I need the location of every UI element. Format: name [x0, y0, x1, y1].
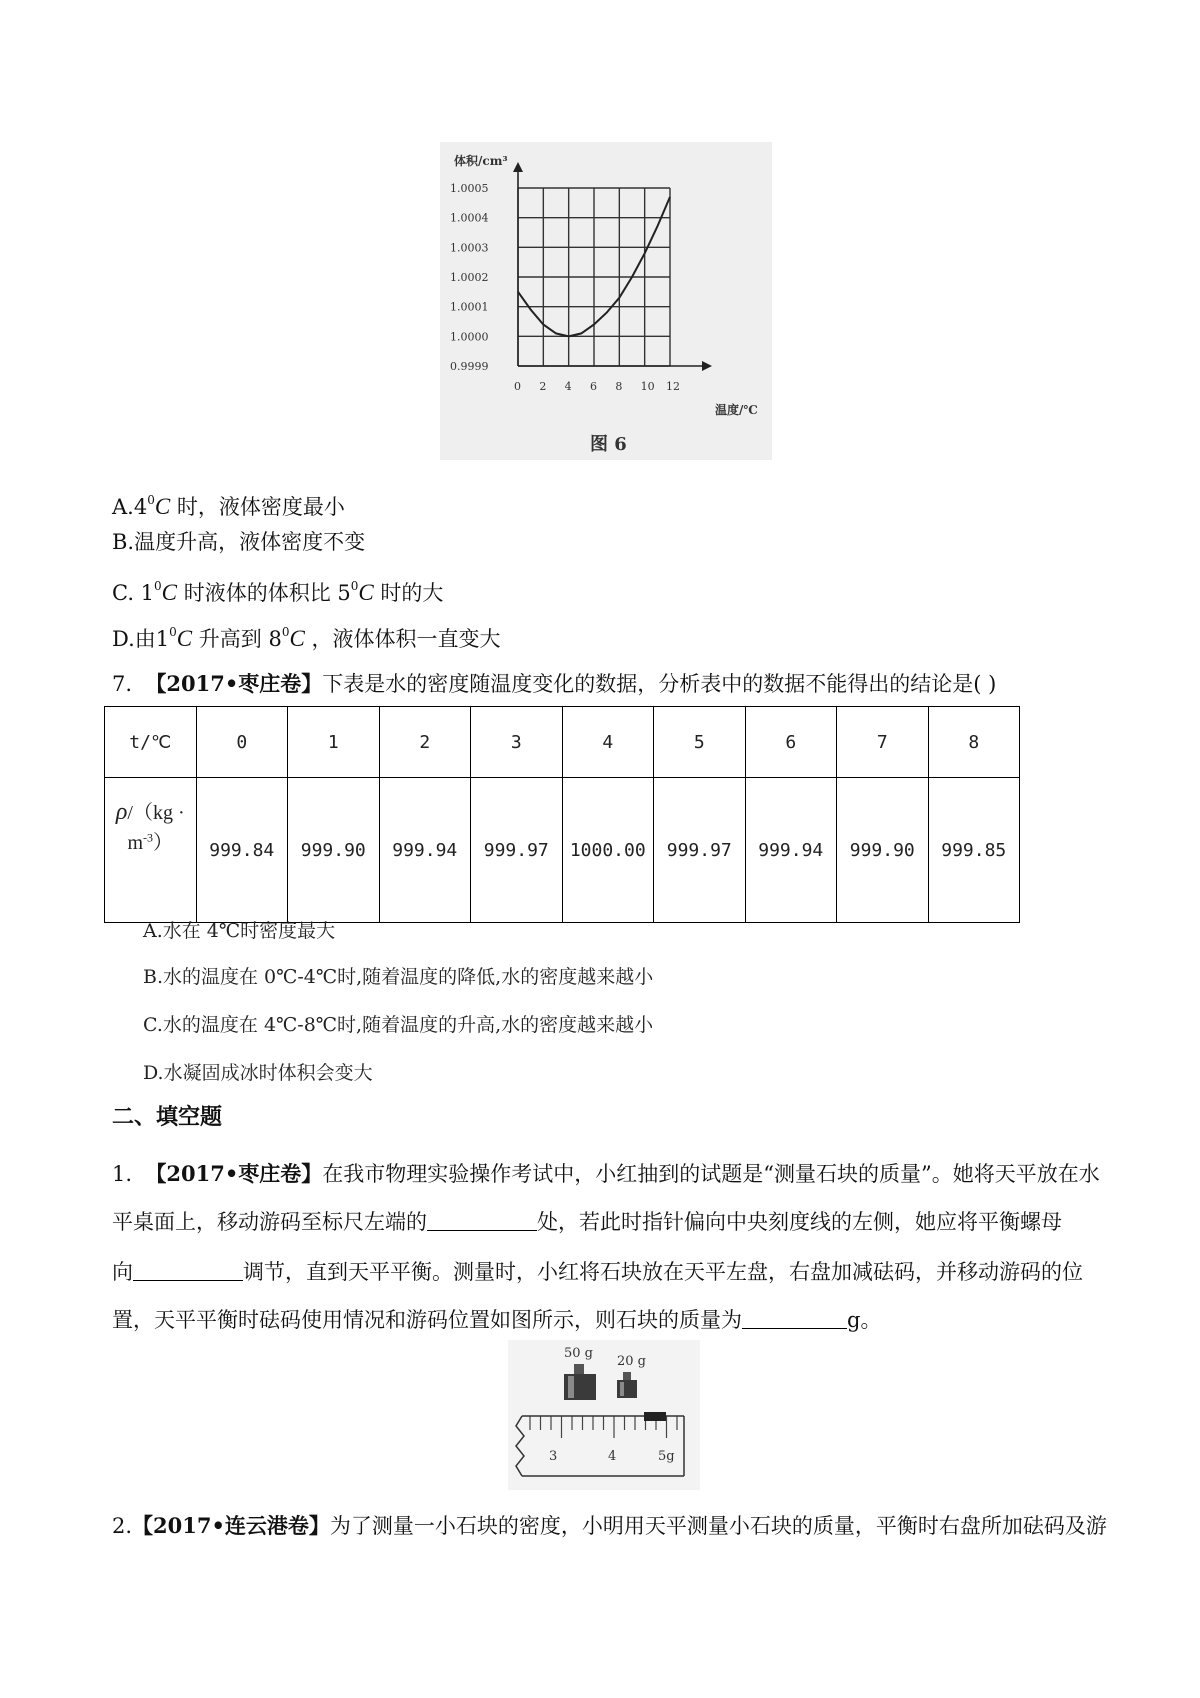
x-axis-arrow [702, 361, 712, 371]
balance-figure [508, 1340, 700, 1490]
q7-option-b: B.水的温度在 0℃-4℃时,随着温度的降低,水的密度越来越小 [143, 966, 654, 988]
table-cell: 999.90 [837, 778, 929, 923]
y-tick-label: 1.0004 [450, 211, 489, 225]
q6-option-a: $A.4^0C$ 时，液体密度最小 [112, 493, 345, 519]
table-cell: 6 [745, 707, 837, 778]
weight-50g-label: 50 g [564, 1346, 593, 1361]
fill2-line-1: 2.【2017•连云港卷】为了测量一小石块的密度，小明用天平测量小石块的质量，平衡时右盘所加砝码及游 [112, 1513, 1107, 1538]
x-tick-label: 2 [539, 380, 547, 393]
chart-xlabel: 温度/℃ [715, 403, 758, 417]
fill1-line-3: 向 调节，直到天平平衡。测量时，小红将石块放在天平左盘，右盘加减砝码，并移动游码的位 [112, 1260, 1083, 1284]
balance-weights-and-rider [508, 1340, 700, 1490]
scale-label-4: 4 [608, 1449, 617, 1464]
x-tick-label: 0 [514, 380, 521, 393]
density-table [104, 706, 1020, 923]
y-tick-label: 1.0000 [450, 330, 489, 344]
y-tick-label: 1.0001 [450, 300, 489, 314]
table-cell: 8 [928, 707, 1020, 778]
x-tick-label: 8 [615, 380, 623, 393]
table-cell: 3 [471, 707, 563, 778]
question-7-stem: 7. 【2017•枣庄卷】下表是水的密度随温度变化的数据，分析表中的数据不能得出的结论是( ) [112, 671, 997, 696]
q6-option-b: B.温度升高，液体密度不变 [112, 530, 366, 554]
table-cell: 999.97 [654, 778, 746, 923]
volume-temperature-chart [440, 142, 772, 460]
x-tick-label: 6 [590, 380, 597, 393]
x-tick-label: 12 [666, 380, 680, 393]
figure-caption: 图 6 [590, 434, 627, 455]
table-cell: 999.94 [379, 778, 471, 923]
weight-50g-handle [574, 1364, 584, 1374]
density-row [105, 778, 1020, 923]
table-cell: 2 [379, 707, 471, 778]
table-cell: 999.90 [288, 778, 380, 923]
table-cell: 7 [837, 707, 929, 778]
answer-blank-3[interactable] [742, 1308, 847, 1329]
table-cell: 4 [562, 707, 654, 778]
temperature-row [105, 707, 1020, 778]
table-cell: 1000.00 [562, 778, 654, 923]
q6-option-c: C. $1^0C$ 时液体的体积比 $5^0C$ 时的大 [112, 579, 444, 605]
scale-broken-edge [516, 1416, 524, 1476]
answer-blank-2[interactable] [133, 1260, 243, 1281]
fill1-line-4: 置，天平平衡时砝码使用情况和游码位置如图所示，则石块的质量为 g。 [112, 1308, 882, 1332]
table-cell: 999.94 [745, 778, 837, 923]
answer-blank-1[interactable] [427, 1210, 537, 1231]
scale-label-3: 3 [549, 1449, 558, 1464]
y-tick-label: 0.9999 [450, 360, 489, 373]
table-cell: 0 [196, 707, 288, 778]
y-tick-label: 1.0002 [450, 271, 489, 284]
question-source: 【2017•枣庄卷】 [145, 671, 323, 696]
q7-option-d: D.水凝固成冰时体积会变大 [143, 1062, 373, 1084]
q7-option-c: C.水的温度在 4℃-8℃时,随着温度的升高,水的密度越来越小 [143, 1014, 654, 1036]
table-cell: 5 [654, 707, 746, 778]
rider [644, 1412, 666, 1421]
chart-ylabel: 体积/cm³ [454, 154, 508, 168]
weight-20g-handle [623, 1372, 631, 1380]
fill1-line-1: 1. 【2017•枣庄卷】在我市物理实验操作考试中，小红抽到的试题是“测量石块的质量”。她将天平放在水 [112, 1161, 1100, 1186]
table-cell: 999.97 [471, 778, 563, 923]
table-cell: 999.85 [928, 778, 1020, 923]
x-tick-label: 10 [640, 380, 655, 393]
q6-option-d: D.由$1^0C$ 升高到 $8^0C$ ，液体体积一直变大 [112, 625, 501, 651]
table-cell: 999.84 [196, 778, 288, 923]
y-axis-arrow [513, 162, 523, 172]
y-tick-label: 1.0005 [450, 182, 489, 195]
y-tick-label: 1.0003 [450, 241, 489, 255]
density-header: $\rho/(kg \cdot m^{-3})$ [105, 778, 197, 923]
section-title: 二、填空题 [112, 1104, 223, 1130]
fill1-line-2: 平桌面上，移动游码至标尺左端的 处，若此时指针偏向中央刻度线的左侧，她应将平衡螺母 [112, 1210, 1062, 1234]
table-cell: 1 [288, 707, 380, 778]
figure-6 [440, 142, 772, 460]
x-tick-label: 4 [564, 380, 572, 393]
weight-20g-label: 20 g [617, 1354, 646, 1369]
q7-option-a: A.水在 4℃时密度最大 [143, 920, 336, 942]
temperature-header: t/℃ [105, 707, 197, 778]
scale-label-5g: 5g [658, 1449, 675, 1464]
